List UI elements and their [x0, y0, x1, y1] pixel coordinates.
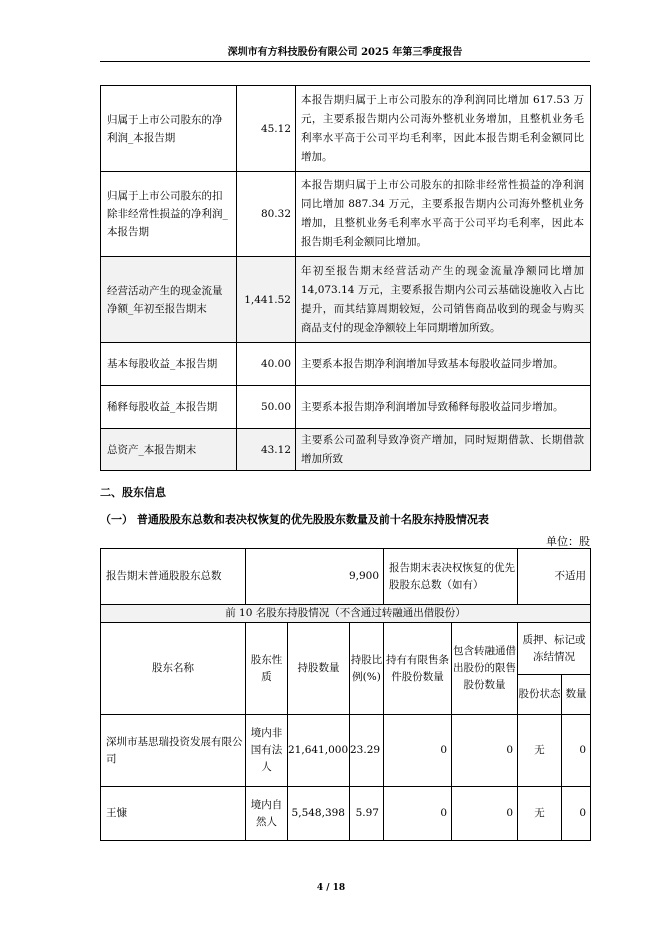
shareholder-name: 王慷: [101, 787, 246, 841]
value-cell: 50.00: [237, 386, 296, 429]
item-cell: 归属于上市公司股东的净利润_本报告期: [101, 86, 237, 172]
table-row: [101, 343, 591, 386]
table-row: [101, 715, 591, 787]
shareholder-table: [100, 548, 591, 841]
header-pledge: 质押、标记或冻结情况: [518, 623, 591, 675]
table-row: [101, 429, 591, 471]
reason-cell: 主要系公司盈利导致净资产增加，同时短期借款、长期借款增加所致: [296, 429, 591, 471]
top10-caption: 前 10 名股东持股情况（不含通过转融通出借股份）: [101, 605, 591, 623]
reason-cell: 年初至报告期末经营活动产生的现金流量净额同比增加 14,073.14 万元，主要系报告期内公司云基础设施收入占比提升，而其结算周期较短，公司销售商品收到的现金与购买商品支付的现金净额较上年同期增加所致。: [296, 257, 591, 343]
value-cell: 43.12: [237, 429, 296, 471]
header-ratio: 持股比例(%): [350, 623, 384, 715]
preferred-shareholders-value: 不适用: [518, 549, 591, 605]
item-cell: 总资产_本报告期末: [101, 429, 237, 471]
table-row: [101, 386, 591, 429]
table-row: [101, 549, 591, 605]
header-pledge-status: 股份状态: [518, 675, 562, 715]
shareholder-nature: 境内非国有法人: [246, 715, 288, 787]
preferred-shareholders-label: 报告期末表决权恢复的优先股股东总数（如有）: [384, 549, 518, 605]
item-cell: 归属于上市公司股东的扣除非经常性损益的净利润_本报告期: [101, 172, 237, 257]
shareholder-ratio: 23.29: [350, 715, 384, 787]
table-row: [101, 172, 591, 257]
subsection-title: （一） 普通股股东总数和表决权恢复的优先股股东数量及前十名股东持股情况表: [100, 513, 489, 526]
header-nature: 股东性质: [246, 623, 288, 715]
section-title: 二、股东信息: [100, 486, 166, 499]
shareholder-name: 深圳市基思瑞投资发展有限公司: [101, 715, 246, 787]
shareholder-pledge-status: 无: [518, 787, 562, 841]
shareholder-pledge-qty: 0: [562, 715, 591, 787]
item-cell: 稀释每股收益_本报告期: [101, 386, 237, 429]
unit-label: 单位：股: [546, 535, 590, 548]
shareholder-ratio: 5.97: [350, 787, 384, 841]
table-header-row: [101, 623, 591, 675]
table-row: [101, 257, 591, 343]
shareholder-shares: 5,548,398: [288, 787, 350, 841]
shareholder-pledge-status: 无: [518, 715, 562, 787]
shareholder-shares: 21,641,000: [288, 715, 350, 787]
value-cell: 80.32: [237, 172, 296, 257]
table-row: [101, 787, 591, 841]
value-cell: 40.00: [237, 343, 296, 386]
table-row: [101, 86, 591, 172]
value-cell: 45.12: [237, 86, 296, 172]
shareholder-lending: 0: [452, 715, 518, 787]
total-shareholders-label: 报告期末普通股股东总数: [101, 549, 246, 605]
page-number: 4 / 18: [316, 883, 346, 893]
value-cell: 1,441.52: [237, 257, 296, 343]
shareholder-pledge-qty: 0: [562, 787, 591, 841]
header-shares: 持股数量: [288, 623, 350, 715]
shareholder-restricted: 0: [384, 715, 452, 787]
change-reason-table: [100, 85, 591, 471]
reason-cell: 主要系本报告期净利润增加导致基本每股收益同步增加。: [296, 343, 591, 386]
reason-cell: 主要系本报告期净利润增加导致稀释每股收益同步增加。: [296, 386, 591, 429]
item-cell: 基本每股收益_本报告期: [101, 343, 237, 386]
page-header: 深圳市有方科技股份有限公司 2025 年第三季度报告: [100, 44, 590, 62]
shareholder-nature: 境内自然人: [246, 787, 288, 841]
item-cell: 经营活动产生的现金流量净额_年初至报告期末: [101, 257, 237, 343]
total-shareholders-value: 9,900: [246, 549, 384, 605]
header-restricted: 持有有限售条件股份数量: [384, 623, 452, 715]
header-name: 股东名称: [101, 623, 246, 715]
shareholder-lending: 0: [452, 787, 518, 841]
reason-cell: 本报告期归属于上市公司股东的净利润同比增加 617.53 万元，主要系报告期内公司海外整机业务增加，且整机业务毛利率水平高于公司平均毛利率，因此本报告期毛利金额同比增加。: [296, 86, 591, 172]
table-row: [101, 605, 591, 623]
reason-cell: 本报告期归属于上市公司股东的扣除非经常性损益的净利润同比增加 887.34 万元，主要系报告期内公司海外整机业务增加，且整机业务毛利率水平高于公司平均毛利率，因此本报告期毛利金额同比增加。: [296, 172, 591, 257]
header-lending: 包含转融通借出股份的限售股份数量: [452, 623, 518, 715]
shareholder-restricted: 0: [384, 787, 452, 841]
header-pledge-qty: 数量: [562, 675, 591, 715]
